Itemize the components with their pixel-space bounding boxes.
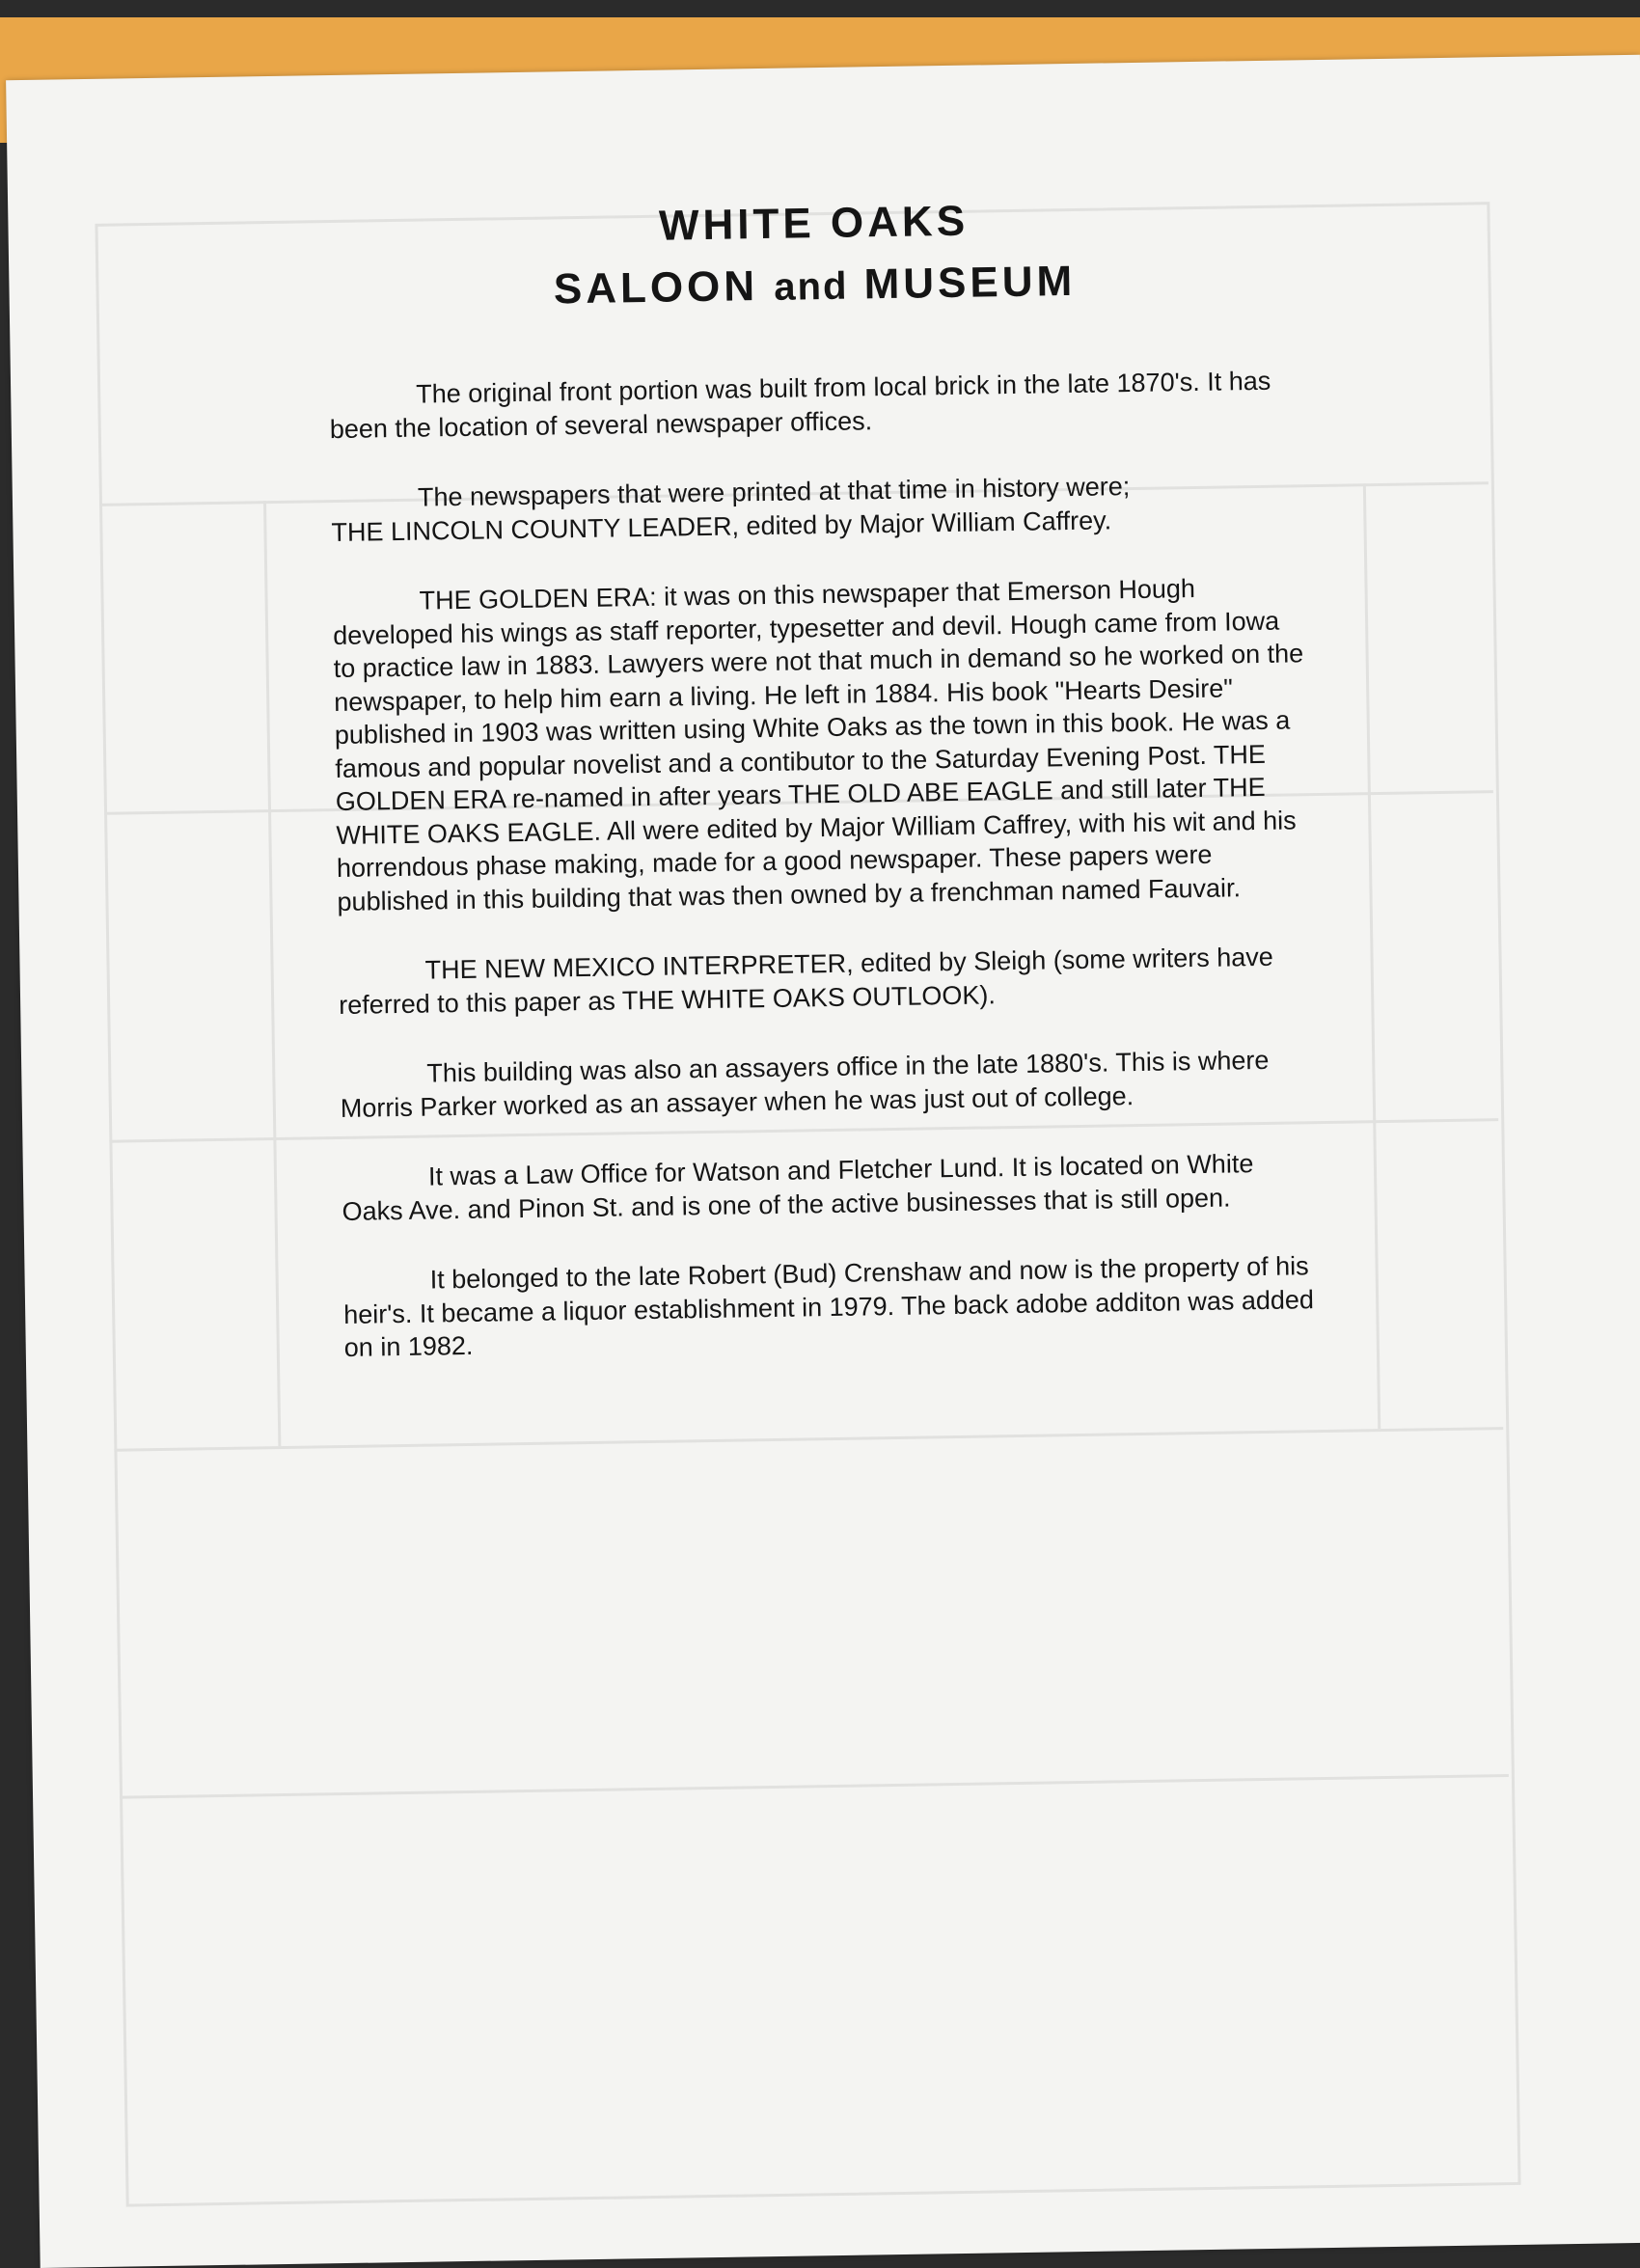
document-page	[6, 55, 1640, 2268]
title-word-museum: MUSEUM	[863, 257, 1077, 309]
document-title	[326, 185, 1302, 325]
document-body	[326, 185, 1319, 1401]
paragraph-assayer: This building was also an assayers office in the late 1880's. This is where Morris Parker worked as an assayer when he was just out of college.	[340, 1045, 1270, 1123]
paragraph-law-office: It was a Law Office for Watson and Fletcher Lund. It is located on White Oaks Ave. and Pinon St. and is one of the active businesses that is still open.	[342, 1149, 1254, 1226]
paragraph-crenshaw: It belonged to the late Robert (Bud) Crenshaw and now is the property of his heir's. It became a liquor establishment in 1979. The back adobe additon was added on in 1982.	[343, 1251, 1315, 1362]
title-line-1: WHITE OAKS	[658, 197, 970, 250]
lincoln-county-leader: THE LINCOLN COUNTY LEADER, edited by Major William Caffrey.	[331, 505, 1112, 547]
paragraph-golden-era: THE GOLDEN ERA: it was on this newspaper that Emerson Hough developed his wings as staff reporter, typesetter and devil. Hough came from Iowa to practice law in 1883. Lawyers were not that much in demand so he worked on the newspaper, to help him earn a living. He left in 1884. His book "Hearts Desire" published in 1903 was written using White Oaks as the town in this book. He was a famous and popular novelist and a contibutor to the Saturday Evening Post. THE GOLDEN ERA re-named in after years THE OLD ABE EAGLE and still later THE WHITE OAKS EAGLE. All were edited by Major William Caffrey, with his wit and his horrendous phase making, made for a good newspaper. These papers were published in this building that was then owned by a frenchman named Fauvair.	[332, 574, 1304, 916]
paragraph-interpreter: THE NEW MEXICO INTERPRETER, edited by Sleigh (some writers have referred to this paper as THE WHITE OAKS OUTLOOK).	[338, 942, 1274, 1020]
newspapers-intro: The newspapers that were printed at that time in history were;	[417, 472, 1131, 512]
paragraph-newspapers	[331, 467, 1306, 549]
paragraph-origin: The original front portion was built from local brick in the late 1870's. It has been the location of several newspaper offices.	[329, 366, 1271, 444]
title-word-saloon: SALOON	[553, 262, 759, 314]
title-word-and: and	[773, 264, 849, 309]
